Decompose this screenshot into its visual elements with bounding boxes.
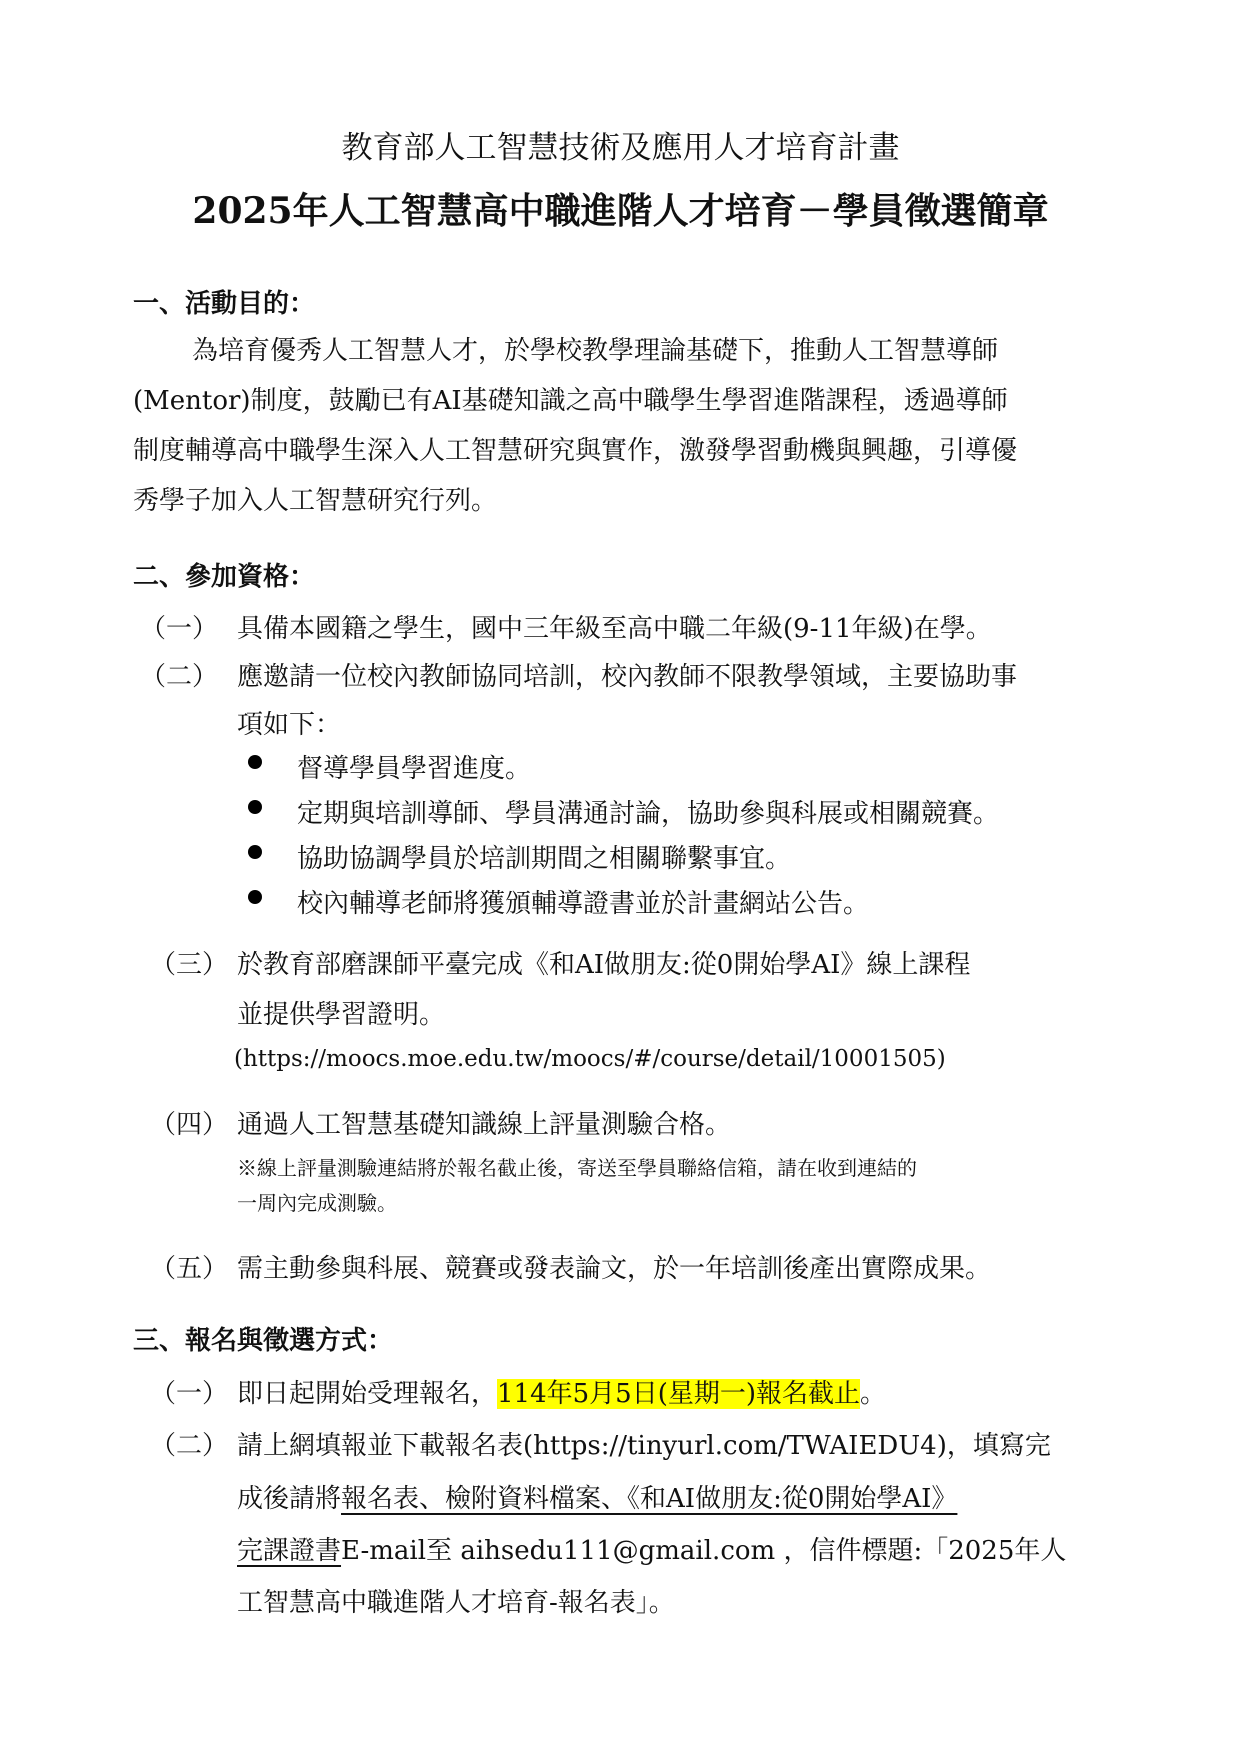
- eligibility-item-1-marker: （一）: [140, 614, 219, 644]
- eligibility-item-2-line-2: 項如下：: [237, 710, 342, 740]
- eligibility-item-3-line-2: 並提供學習證明。: [237, 1000, 446, 1030]
- deadline-highlight: 114年5月5日(星期一)報名截止: [497, 1379, 861, 1409]
- bullet-icon: [248, 755, 262, 769]
- registration-item-2-line-4: 工智慧高中職進階人才培育-報名表」。: [237, 1588, 675, 1618]
- organization-line: 教育部人工智慧技術及應用人才培育計畫: [341, 130, 900, 166]
- completion-certificate-underlined: 完課證書: [237, 1536, 342, 1566]
- required-documents-underlined: 報名表、檢附資料檔案、《和AI做朋友:從0開始學AI》: [341, 1484, 958, 1514]
- purpose-line-2: (Mentor)制度，鼓勵已有AI基礎知識之高中職學生學習進階課程，透過導師: [133, 386, 1008, 416]
- registration-item-1-text: 即日起開始受理報名，114年5月5日(星期一)報名截止。: [237, 1379, 887, 1409]
- purpose-line-3: 制度輔導高中職學生深入人工智慧研究與實作，激發學習動機與興趣，引導優: [133, 436, 1018, 466]
- teacher-duty-2: 定期與培訓導師、學員溝通討論，協助參與科展或相關競賽。: [297, 799, 1000, 829]
- section-purpose-heading: 一、活動目的：: [133, 289, 316, 319]
- eligibility-item-1-text: 具備本國籍之學生，國中三年級至高中職二年級(9-11年級)在學。: [237, 614, 992, 644]
- registration-item-1-marker: （一）: [150, 1379, 229, 1409]
- eligibility-item-4-text: 通過人工智慧基礎知識線上評量測驗合格。: [237, 1110, 732, 1140]
- bullet-icon: [248, 800, 262, 814]
- registration-item-2-line-3: 完課證書E-mail至 aihsedu111@gmail.com ，信件標題:「2025年人: [237, 1536, 1067, 1566]
- eligibility-item-2-marker: （二）: [140, 662, 219, 692]
- eligibility-item-2-line-1: 應邀請一位校內教師協同培訓，校內教師不限教學領域，主要協助事: [237, 662, 1018, 692]
- eligibility-item-5-marker: （五）: [150, 1254, 229, 1284]
- teacher-duty-4: 校內輔導老師將獲頒輔導證書並於計畫網站公告。: [297, 889, 870, 919]
- bullet-icon: [248, 890, 262, 904]
- teacher-duty-1: 督導學員學習進度。: [297, 754, 532, 784]
- test-note-line-2: 一周內完成測驗。: [237, 1191, 397, 1215]
- section-eligibility-heading: 二、參加資格：: [133, 562, 316, 592]
- moocs-course-url: (https://moocs.moe.edu.tw/moocs/#/course/detail/10001505): [234, 1046, 946, 1072]
- section-registration-heading: 三、報名與徵選方式：: [133, 1326, 394, 1356]
- eligibility-item-3-line-1: 於教育部磨課師平臺完成《和AI做朋友:從0開始學AI》線上課程: [237, 950, 971, 980]
- registration-item-2-line-2: 成後請將報名表、檢附資料檔案、《和AI做朋友:從0開始學AI》: [237, 1484, 958, 1514]
- eligibility-item-3-marker: （三）: [150, 950, 229, 980]
- eligibility-item-5-text: 需主動參與科展、競賽或發表論文，於一年培訓後產出實際成果。: [237, 1254, 992, 1284]
- registration-item-2-marker: （二）: [150, 1431, 229, 1461]
- test-note-line-1: ※線上評量測驗連結將於報名截止後，寄送至學員聯絡信箱，請在收到連結的: [237, 1156, 917, 1180]
- purpose-line-4: 秀學子加入人工智慧研究行列。: [133, 486, 498, 516]
- eligibility-item-4-marker: （四）: [150, 1110, 229, 1140]
- purpose-line-1: 為培育優秀人工智慧人才，於學校教學理論基礎下，推動人工智慧導師: [192, 336, 999, 366]
- registration-item-2-line-1: 請上網填報並下載報名表(https://tinyurl.com/TWAIEDU4)，填寫完: [237, 1431, 1051, 1461]
- bullet-icon: [248, 845, 262, 859]
- document-title: 2025年人工智慧高中職進階人才培育－學員徵選簡章: [192, 190, 1049, 232]
- teacher-duty-3: 協助協調學員於培訓期間之相關聯繫事宜。: [297, 844, 792, 874]
